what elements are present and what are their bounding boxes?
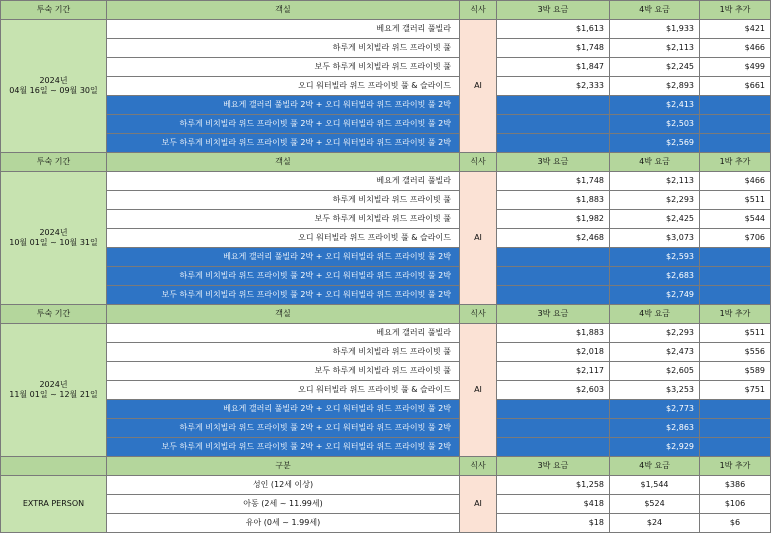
room-name: 하루게 비치빌라 위드 프라이빗 풀 [107,343,460,362]
table-row [1,210,771,229]
four-night-rate: $2,569 [610,134,700,153]
three-night-rate: $1,748 [497,39,610,58]
four-night-rate: $2,749 [610,286,700,305]
header-row [1,457,771,476]
three-night-rate: $2,018 [497,343,610,362]
extra-night-rate: $511 [700,191,771,210]
room-name: 오디 워터빌라 위드 프라이빗 풀 & 슬라이드 [107,381,460,400]
extra-night-rate [700,134,771,153]
table-row [1,286,771,305]
three-night-rate [497,286,610,305]
four-night-rate: $1,544 [610,476,700,495]
room-name: 보두 하루게 비치빌라 위드 프라이빗 풀 2박 + 오디 워터빌라 위드 프라이빗 풀 2박 [107,134,460,153]
extra-person-label: EXTRA PERSON [1,476,107,533]
room-name: 베요게 갤러리 풀빌라 2박 + 오디 워터빌라 위드 프라이빗 풀 2박 [107,400,460,419]
table-row [1,476,771,495]
three-night-header: 3박 요금 [497,153,610,172]
table-row [1,495,771,514]
table-row [1,58,771,77]
four-night-rate: $2,293 [610,191,700,210]
extra-night-rate [700,419,771,438]
four-night-rate: $2,113 [610,172,700,191]
three-night-rate [497,134,610,153]
person-category: 아동 (2세 ~ 11.99세) [107,495,460,514]
table-row [1,172,771,191]
extra-night-rate: $589 [700,362,771,381]
three-night-rate [497,248,610,267]
meal-plan: AI [460,324,497,457]
table-row [1,400,771,419]
room-name: 베요게 갤러리 풀빌라 [107,324,460,343]
three-night-rate: $2,603 [497,381,610,400]
extra-night-rate [700,286,771,305]
extra-night-header: 1박 추가 [700,153,771,172]
room-name: 보두 하루게 비치빌라 위드 프라이빗 풀 [107,58,460,77]
room-name: 베요게 갤러리 풀빌라 [107,172,460,191]
room-name: 보두 하루게 비치빌라 위드 프라이빗 풀 [107,362,460,381]
season-range: 04월 16일 ~ 09월 30일 [9,86,98,95]
extra-night-rate: $661 [700,77,771,96]
extra-night-rate: $511 [700,324,771,343]
table-row [1,438,771,457]
season-range: 10월 01일 ~ 10월 31일 [9,238,98,247]
season-period [1,20,107,153]
person-category: 성인 (12세 이상) [107,476,460,495]
four-night-rate: $2,773 [610,400,700,419]
extra-night-rate [700,96,771,115]
room-name: 베요게 갤러리 풀빌라 [107,20,460,39]
extra-night-rate: $499 [700,58,771,77]
table-row [1,20,771,39]
extra-night-rate: $386 [700,476,771,495]
extra-night-rate [700,248,771,267]
extra-night-rate: $106 [700,495,771,514]
three-night-rate: $1,748 [497,172,610,191]
table-row [1,419,771,438]
room-header: 객실 [107,1,460,20]
extra-night-rate: $421 [700,20,771,39]
four-night-header: 4박 요금 [610,1,700,20]
meal-header: 식사 [460,305,497,324]
four-night-rate: $2,863 [610,419,700,438]
table-row [1,343,771,362]
four-night-rate: $2,605 [610,362,700,381]
three-night-rate: $1,883 [497,324,610,343]
table-row [1,191,771,210]
four-night-rate: $2,425 [610,210,700,229]
three-night-rate [497,400,610,419]
room-name: 오디 워터빌라 위드 프라이빗 풀 & 슬라이드 [107,229,460,248]
season-period [1,172,107,305]
period-header: 투숙 기간 [1,153,107,172]
four-night-rate: $2,593 [610,248,700,267]
extra-night-rate [700,400,771,419]
room-name: 베요게 갤러리 풀빌라 2박 + 오디 워터빌라 위드 프라이빗 풀 2박 [107,96,460,115]
room-name: 보두 하루게 비치빌라 위드 프라이빗 풀 [107,210,460,229]
person-category: 유아 (0세 ~ 1.99세) [107,514,460,533]
room-header: 구분 [107,457,460,476]
extra-night-rate: $706 [700,229,771,248]
table-row [1,134,771,153]
three-night-rate: $418 [497,495,610,514]
four-night-rate: $3,073 [610,229,700,248]
extra-night-header: 1박 추가 [700,1,771,20]
three-night-rate: $1,613 [497,20,610,39]
extra-night-rate [700,115,771,134]
season-year: 2024년 [39,76,68,85]
three-night-rate: $1,883 [497,191,610,210]
meal-header: 식사 [460,457,497,476]
period-header: 투숙 기간 [1,1,107,20]
season-year: 2024년 [39,380,68,389]
header-row [1,153,771,172]
extra-night-rate: $466 [700,39,771,58]
table-row [1,39,771,58]
three-night-rate: $2,468 [497,229,610,248]
extra-night-rate [700,438,771,457]
table-row [1,115,771,134]
room-name: 베요게 갤러리 풀빌라 2박 + 오디 워터빌라 위드 프라이빗 풀 2박 [107,248,460,267]
four-night-rate: $24 [610,514,700,533]
season-year: 2024년 [39,228,68,237]
extra-night-rate: $751 [700,381,771,400]
meal-plan: AI [460,476,497,533]
three-night-rate [497,267,610,286]
four-night-rate: $2,503 [610,115,700,134]
season-range: 11월 01일 ~ 12월 21일 [9,390,98,399]
three-night-rate: $1,847 [497,58,610,77]
extra-night-rate: $466 [700,172,771,191]
four-night-rate: $1,933 [610,20,700,39]
three-night-rate: $18 [497,514,610,533]
room-header: 객실 [107,153,460,172]
period-header: 투숙 기간 [1,305,107,324]
table-row [1,248,771,267]
four-night-rate: $2,413 [610,96,700,115]
four-night-rate: $524 [610,495,700,514]
period-header [1,457,107,476]
three-night-rate: $2,117 [497,362,610,381]
extra-night-rate [700,267,771,286]
room-name: 하루게 비치빌라 위드 프라이빗 풀 [107,39,460,58]
four-night-rate: $3,253 [610,381,700,400]
extra-night-rate: $556 [700,343,771,362]
header-row [1,1,771,20]
table-row [1,96,771,115]
meal-header: 식사 [460,153,497,172]
three-night-header: 3박 요금 [497,457,610,476]
four-night-rate: $2,113 [610,39,700,58]
extra-night-rate: $6 [700,514,771,533]
extra-night-rate: $544 [700,210,771,229]
extra-night-header: 1박 추가 [700,305,771,324]
three-night-rate [497,438,610,457]
four-night-rate: $2,245 [610,58,700,77]
table-row [1,514,771,533]
four-night-rate: $2,929 [610,438,700,457]
room-name: 오디 워터빌라 위드 프라이빗 풀 & 슬라이드 [107,77,460,96]
table-row [1,267,771,286]
four-night-header: 4박 요금 [610,153,700,172]
three-night-rate [497,96,610,115]
three-night-header: 3박 요금 [497,305,610,324]
four-night-header: 4박 요금 [610,457,700,476]
room-name: 하루게 비치빌라 위드 프라이빗 풀 2박 + 오디 워터빌라 위드 프라이빗 풀 2박 [107,115,460,134]
room-name: 하루게 비치빌라 위드 프라이빗 풀 2박 + 오디 워터빌라 위드 프라이빗 풀 2박 [107,267,460,286]
room-name: 하루게 비치빌라 위드 프라이빗 풀 [107,191,460,210]
three-night-header: 3박 요금 [497,1,610,20]
four-night-rate: $2,893 [610,77,700,96]
table-row [1,77,771,96]
four-night-rate: $2,293 [610,324,700,343]
room-name: 보두 하루게 비치빌라 위드 프라이빗 풀 2박 + 오디 워터빌라 위드 프라이빗 풀 2박 [107,286,460,305]
three-night-rate [497,115,610,134]
table-row [1,229,771,248]
table-row [1,362,771,381]
season-period [1,324,107,457]
three-night-rate [497,419,610,438]
table-row [1,324,771,343]
room-header: 객실 [107,305,460,324]
four-night-rate: $2,473 [610,343,700,362]
header-row [1,305,771,324]
four-night-header: 4박 요금 [610,305,700,324]
room-name: 하루게 비치빌라 위드 프라이빗 풀 2박 + 오디 워터빌라 위드 프라이빗 풀 2박 [107,419,460,438]
three-night-rate: $1,258 [497,476,610,495]
four-night-rate: $2,683 [610,267,700,286]
three-night-rate: $2,333 [497,77,610,96]
meal-plan: AI [460,172,497,305]
three-night-rate: $1,982 [497,210,610,229]
room-name: 보두 하루게 비치빌라 위드 프라이빗 풀 2박 + 오디 워터빌라 위드 프라이빗 풀 2박 [107,438,460,457]
meal-header: 식사 [460,1,497,20]
extra-night-header: 1박 추가 [700,457,771,476]
table-row [1,381,771,400]
meal-plan: AI [460,20,497,153]
